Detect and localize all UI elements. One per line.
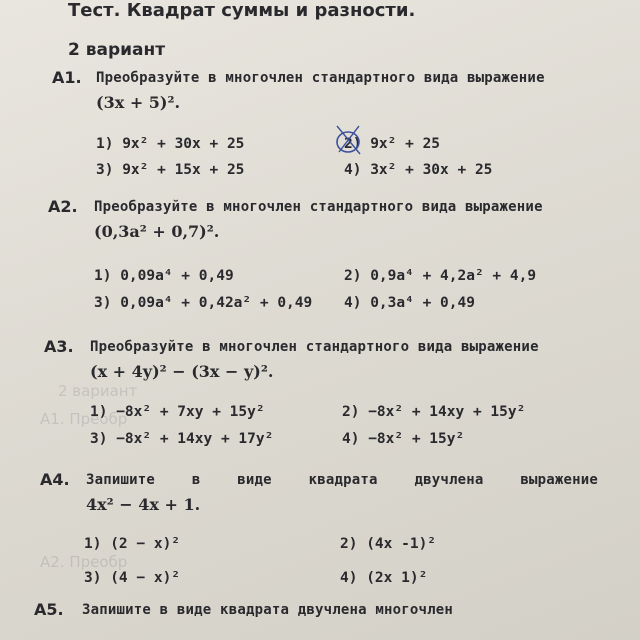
- page-title: Тест. Квадрат суммы и разности.: [68, 0, 416, 21]
- question-a4-number: А4.: [40, 470, 70, 489]
- question-a1-expression: (3x + 5)².: [96, 93, 181, 112]
- question-a1-number: А1.: [52, 68, 82, 87]
- question-a5-text: Запишите в виде квадрата двучлена многочлен: [82, 602, 454, 618]
- question-a1-option-3: 3) 9x² + 15x + 25: [96, 162, 245, 178]
- question-a2-number: А2.: [48, 197, 78, 216]
- show-through-text: А2. Преобр: [40, 553, 128, 571]
- question-a3-option-2: 2) −8x² + 14xy + 15y²: [342, 404, 526, 420]
- question-a2-option-1: 1) 0,09a⁴ + 0,49: [94, 268, 234, 284]
- question-a4-word: выражение: [520, 472, 598, 488]
- question-a4-expression: 4x² − 4x + 1.: [86, 495, 201, 514]
- question-a4-word: Запишите: [86, 472, 156, 488]
- question-a2-option-4: 4) 0,3a⁴ + 0,49: [344, 295, 475, 311]
- question-a3-number: А3.: [44, 337, 74, 356]
- question-a1-option-2: 2) 9x² + 25: [344, 136, 441, 152]
- question-a4-option-2: 2) (4x -1)²: [340, 536, 437, 552]
- question-a1-option-4: 4) 3x² + 30x + 25: [344, 162, 493, 178]
- question-a4-word: виде: [237, 472, 272, 488]
- question-a1-text: Преобразуйте в многочлен стандартного вида выражение: [96, 70, 545, 86]
- question-a4-text: [86, 472, 598, 488]
- question-a3-option-3: 3) −8x² + 14xy + 17y²: [90, 431, 274, 447]
- question-a5-number: А5.: [34, 600, 64, 619]
- question-a3-option-4: 4) −8x² + 15y²: [342, 431, 465, 447]
- question-a1-option-1: 1) 9x² + 30x + 25: [96, 136, 245, 152]
- question-a4-word: в: [191, 472, 201, 488]
- question-a3-expression: (x + 4y)² − (3x − y)².: [90, 362, 274, 381]
- show-through-text: 2 вариант: [58, 382, 138, 400]
- question-a2-option-2: 2) 0,9a⁴ + 4,2a² + 4,9: [344, 268, 537, 284]
- question-a3-text: Преобразуйте в многочлен стандартного вида выражение: [90, 339, 539, 355]
- question-a4-word: квадрата: [308, 472, 378, 488]
- question-a2-text: Преобразуйте в многочлен стандартного вида выражение: [94, 199, 543, 215]
- question-a4-option-1: 1) (2 − x)²: [84, 536, 181, 552]
- question-a2-option-3: 3) 0,09a⁴ + 0,42a² + 0,49: [94, 295, 313, 311]
- question-a4-word: двучлена: [414, 472, 484, 488]
- question-a2-expression: (0,3a² + 0,7)².: [94, 222, 220, 241]
- pen-circle-mark-icon: [333, 122, 365, 158]
- question-a4-option-4: 4) (2x 1)²: [340, 570, 428, 586]
- variant-heading: 2 вариант: [68, 40, 166, 60]
- question-a4-option-3: 3) (4 − x)²: [84, 570, 181, 586]
- question-a3-option-1: 1) −8x² + 7xy + 15y²: [90, 404, 265, 420]
- show-through-text: А1. Преобр: [40, 410, 128, 428]
